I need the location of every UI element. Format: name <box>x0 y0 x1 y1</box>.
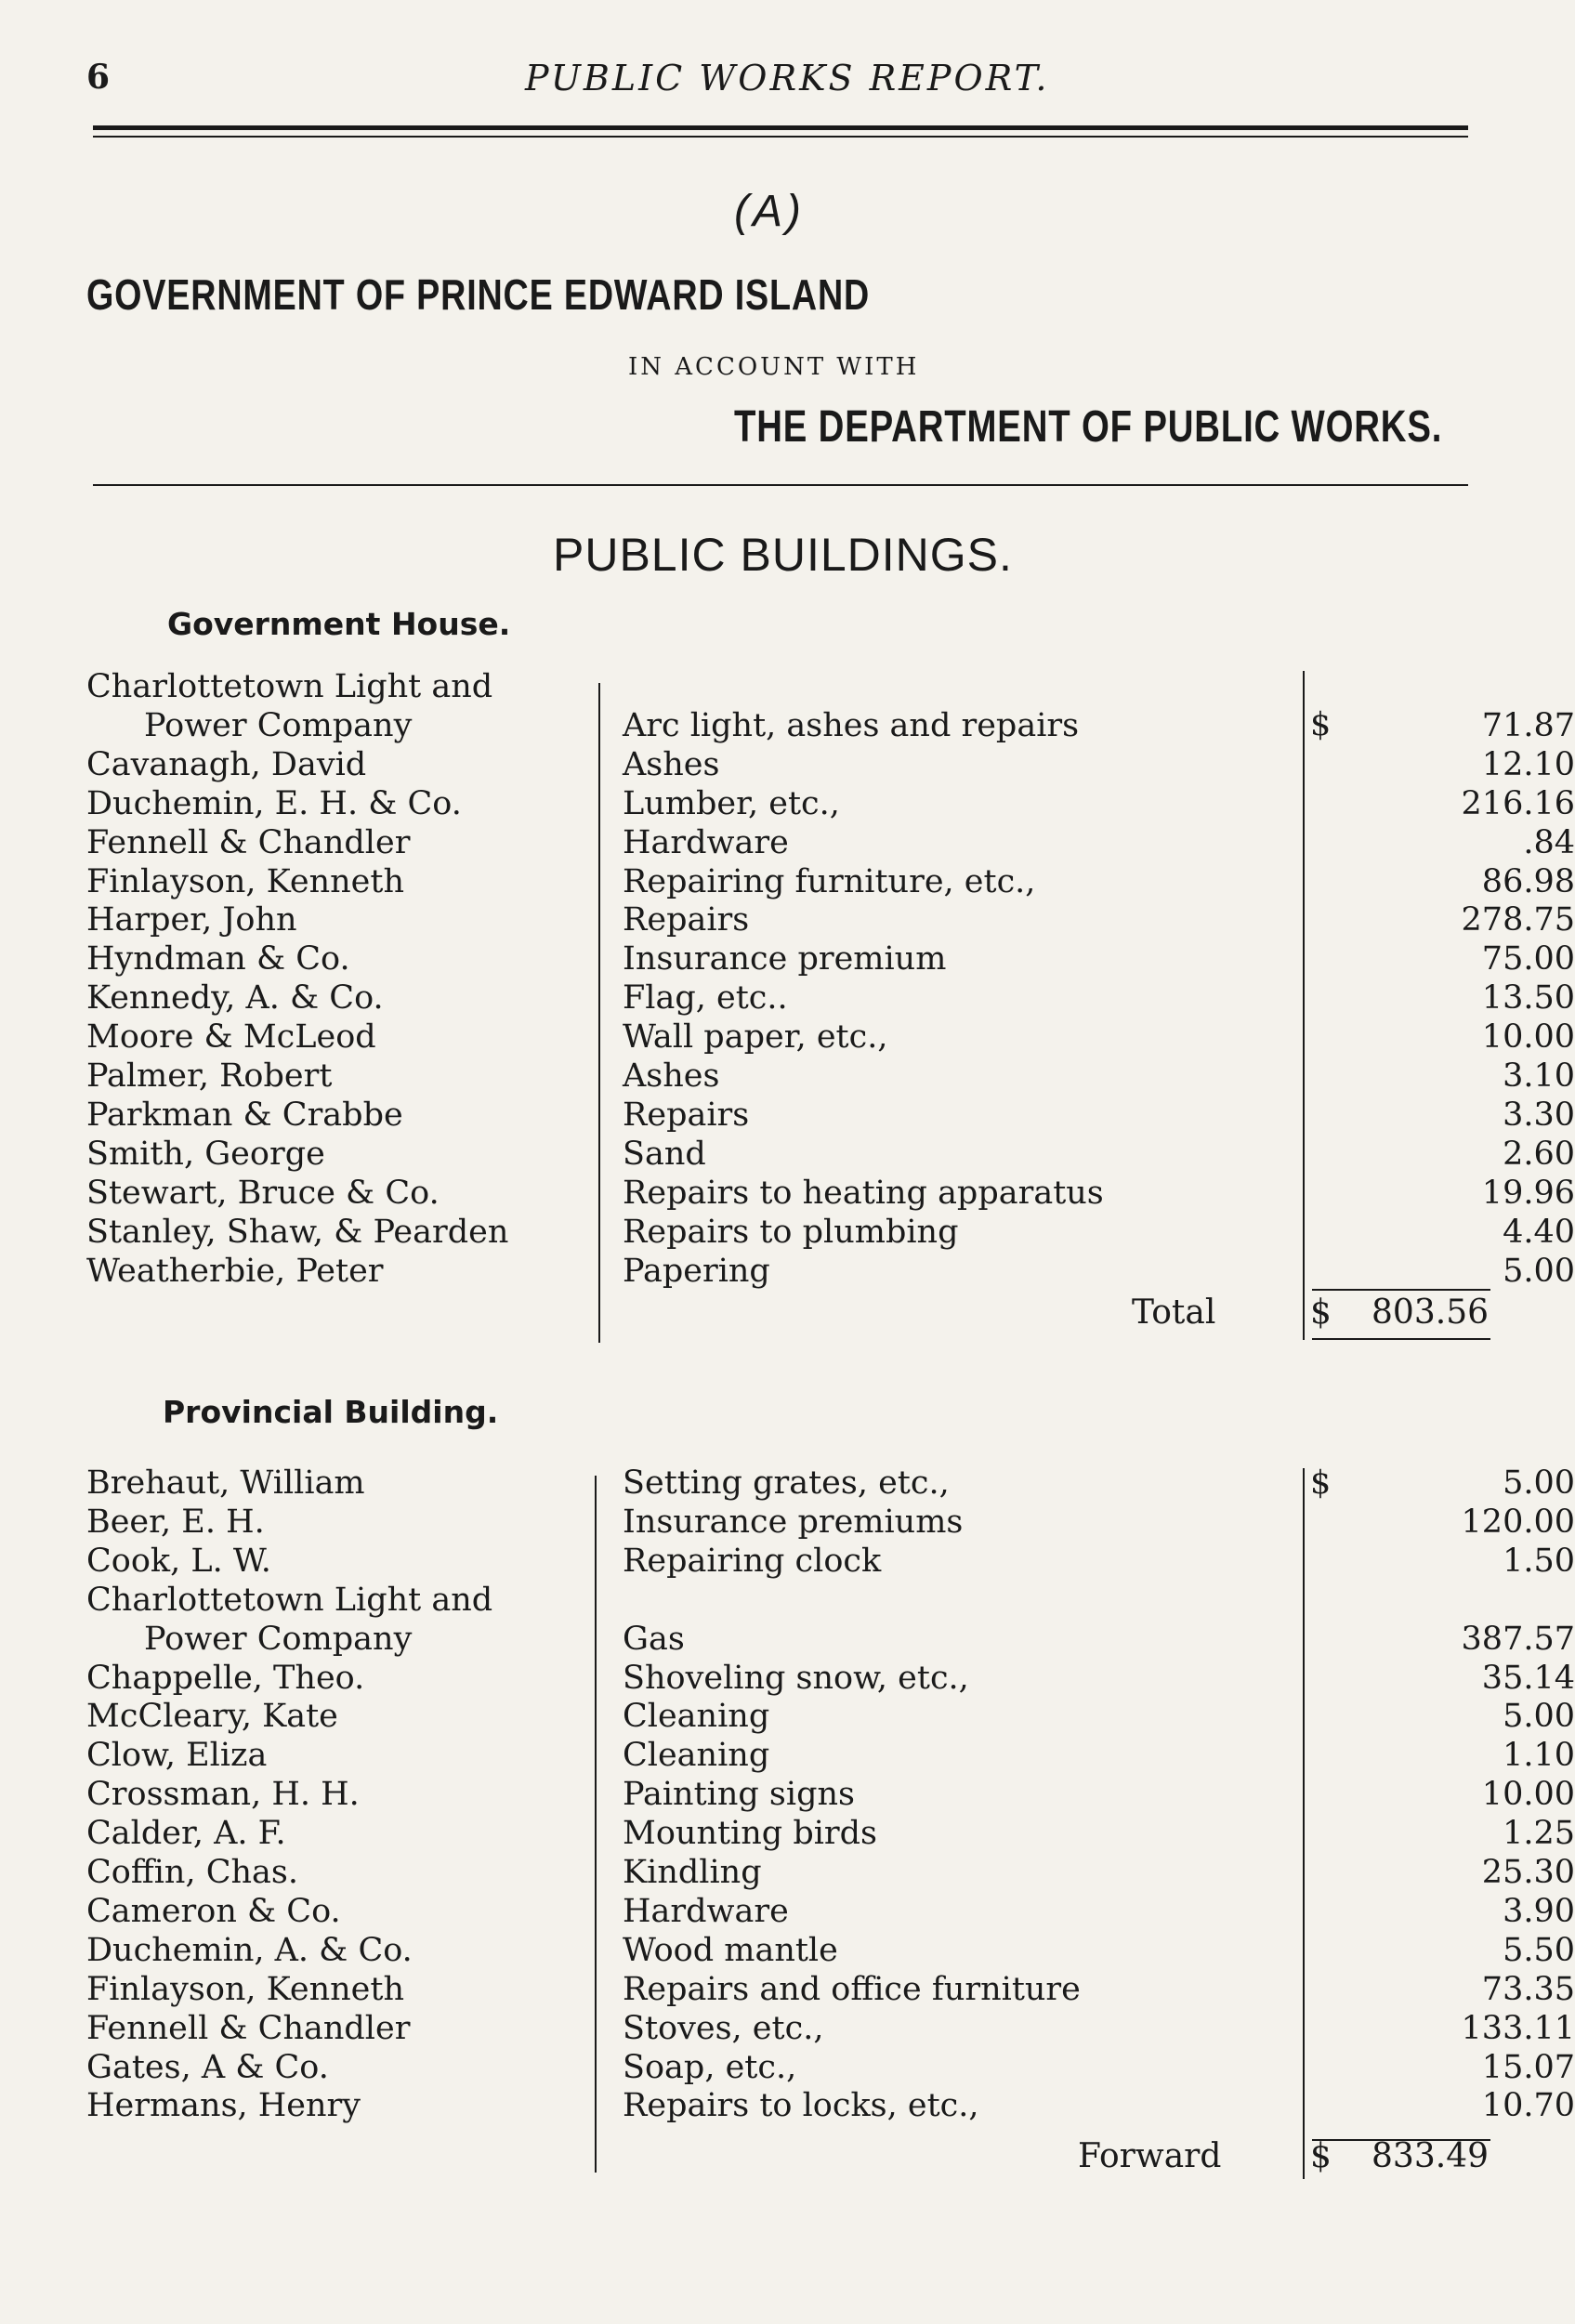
table-row <box>86 1213 1575 1252</box>
item-amount: 19.96 <box>1481 1174 1575 1212</box>
item-amount: 35.14 <box>1481 1659 1575 1697</box>
gh-total-dollar: $ <box>1310 1293 1332 1332</box>
header-rule-thick <box>93 125 1468 130</box>
item-amount: 2.60 <box>1503 1135 1575 1173</box>
payee-name: Harper, John <box>86 901 297 939</box>
payee-name: Fennell & Chandler <box>86 823 411 861</box>
item-description: Papering <box>623 1252 770 1290</box>
payee-name: Cook, L. W. <box>86 1542 271 1580</box>
table-row <box>86 1464 1575 1503</box>
table-row <box>86 1174 1575 1213</box>
item-amount: 10.70 <box>1481 2087 1575 2125</box>
table-row <box>86 706 1575 745</box>
section-letter: (A) <box>734 187 805 236</box>
item-amount: 278.75 <box>1461 901 1575 939</box>
payee-name: Duchemin, A. & Co. <box>86 1931 413 1969</box>
payee-name: McCleary, Kate <box>86 1698 338 1736</box>
item-description: Insurance premiums <box>623 1503 964 1541</box>
payee-name: Parkman & Crabbe <box>86 1096 403 1134</box>
item-amount: 133.11 <box>1461 2009 1575 2047</box>
item-description: Repairs and office furniture <box>623 1970 1081 2008</box>
table-row <box>86 1542 1575 1581</box>
item-description: Ashes <box>623 745 720 783</box>
pb-amount-divider <box>1303 1468 1305 2179</box>
table-row <box>86 900 1575 939</box>
table-row <box>86 1736 1575 1775</box>
item-description: Cleaning <box>623 1737 770 1775</box>
table-row <box>86 1018 1575 1057</box>
page-number: 6 <box>86 58 111 97</box>
payee-name: Finlayson, Kenneth <box>86 1970 405 2008</box>
header-rule-thin <box>93 136 1468 138</box>
item-description: Lumber, etc., <box>623 784 840 822</box>
table-row <box>86 1581 1575 1620</box>
payee-name: Weatherbie, Peter <box>86 1252 384 1290</box>
item-amount: 3.90 <box>1503 1892 1575 1930</box>
item-description: Sand <box>623 1135 706 1173</box>
item-description: Mounting birds <box>623 1815 878 1853</box>
public-buildings-title: PUBLIC BUILDINGS. <box>553 529 1013 581</box>
table-row <box>86 745 1575 784</box>
gh-total-underline <box>1312 1338 1490 1340</box>
table-row <box>86 1853 1575 1892</box>
table-row <box>86 1659 1575 1698</box>
government-house-heading: Government House. <box>167 606 511 642</box>
item-description: Cleaning <box>623 1698 770 1736</box>
gh-total-rule <box>1312 1289 1490 1291</box>
payee-name: Hermans, Henry <box>86 2087 361 2125</box>
item-description: Soap, etc., <box>623 2048 797 2086</box>
item-description: Wall paper, etc., <box>623 1018 888 1057</box>
item-amount: 15.07 <box>1481 2048 1575 2086</box>
payee-name: Cameron & Co. <box>86 1892 341 1930</box>
item-amount: 1.25 <box>1503 1815 1575 1853</box>
payee-name: Cavanagh, David <box>86 745 367 783</box>
table-row <box>86 1892 1575 1931</box>
item-description: Repairs to plumbing <box>623 1213 959 1251</box>
item-description: Insurance premium <box>623 940 947 978</box>
item-description: Gas <box>623 1620 685 1658</box>
item-description: Repairs <box>623 1096 750 1134</box>
payee-name: Kennedy, A. & Co. <box>86 979 384 1018</box>
payee-name: Hyndman & Co. <box>86 940 350 978</box>
in-account-with: IN ACCOUNT WITH <box>628 353 920 381</box>
payee-name: Smith, George <box>86 1135 325 1173</box>
item-description: Shoveling snow, etc., <box>623 1659 969 1697</box>
payee-name: Brehaut, William <box>86 1464 365 1502</box>
pb-column-divider <box>595 1476 597 2173</box>
table-row <box>86 1931 1575 1970</box>
payee-name: Stewart, Bruce & Co. <box>86 1174 440 1212</box>
payee-name: Moore & McLeod <box>86 1018 376 1057</box>
item-description: Painting signs <box>623 1776 855 1814</box>
item-amount: 3.30 <box>1503 1096 1575 1134</box>
item-amount: 10.00 <box>1481 1776 1575 1814</box>
payee-name: Charlottetown Light and <box>86 1581 493 1619</box>
item-description: Kindling <box>623 1854 762 1891</box>
table-row <box>86 1970 1575 2009</box>
table-row <box>86 1135 1575 1174</box>
table-row <box>86 1620 1575 1659</box>
item-description: Repairs <box>623 901 750 939</box>
payee-name: Chappelle, Theo. <box>86 1659 365 1697</box>
table-row <box>86 978 1575 1018</box>
item-amount: 216.16 <box>1461 784 1575 822</box>
table-row <box>86 784 1575 823</box>
item-amount: 75.00 <box>1481 940 1575 978</box>
table-row <box>86 1814 1575 1853</box>
pb-forward-amount: 833.49 <box>1372 2137 1489 2175</box>
table-row <box>86 1775 1575 1814</box>
payee-name: Fennell & Chandler <box>86 2009 411 2047</box>
item-amount: 1.10 <box>1503 1737 1575 1775</box>
table-row <box>86 667 1575 706</box>
item-description: Repairing clock <box>623 1542 882 1580</box>
payee-name: Gates, A & Co. <box>86 2048 329 2086</box>
item-description: Arc light, ashes and repairs <box>623 706 1080 744</box>
item-amount: 5.00 <box>1503 1252 1575 1290</box>
pb-dollar-sign: $ <box>1310 1464 1332 1502</box>
item-amount: 3.10 <box>1503 1057 1575 1095</box>
pb-forward-dollar: $ <box>1310 2137 1332 2175</box>
payee-name: Palmer, Robert <box>86 1057 333 1095</box>
provincial-building-heading: Provincial Building. <box>163 1394 499 1430</box>
payee-name: Power Company <box>144 1620 413 1658</box>
payee-name: Stanley, Shaw, & Pearden <box>86 1213 509 1251</box>
item-amount: 4.40 <box>1503 1213 1575 1251</box>
gh-dollar-sign: $ <box>1310 706 1332 743</box>
item-amount: 5.00 <box>1503 1464 1575 1502</box>
item-amount: 1.50 <box>1503 1542 1575 1580</box>
table-row <box>86 939 1575 978</box>
item-description: Setting grates, etc., <box>623 1464 950 1502</box>
payee-name: Duchemin, E. H. & Co. <box>86 784 462 822</box>
payee-name: Coffin, Chas. <box>86 1854 298 1891</box>
payee-name: Charlottetown Light and <box>86 668 493 705</box>
item-amount: 5.00 <box>1503 1698 1575 1736</box>
table-row <box>86 823 1575 862</box>
item-description: Repairs to locks, etc., <box>623 2087 979 2125</box>
item-amount: 86.98 <box>1481 862 1575 900</box>
item-amount: 71.87 <box>1481 706 1575 744</box>
item-description: Stoves, etc., <box>623 2009 824 2047</box>
government-title: GOVERNMENT OF PRINCE EDWARD ISLAND <box>86 270 871 319</box>
payee-name: Power Company <box>144 706 413 744</box>
item-description: Repairs to heating apparatus <box>623 1174 1104 1212</box>
table-row <box>86 2009 1575 2048</box>
gh-total-label: Total <box>1132 1293 1216 1332</box>
item-amount: 73.35 <box>1481 1970 1575 2008</box>
item-description: Hardware <box>623 1892 789 1930</box>
gh-total-amount: 803.56 <box>1372 1293 1489 1332</box>
item-description: Repairing furniture, etc., <box>623 862 1036 900</box>
table-row <box>86 1503 1575 1542</box>
item-amount: 10.00 <box>1481 1018 1575 1057</box>
table-row <box>86 1096 1575 1135</box>
payee-name: Calder, A. F. <box>86 1815 286 1853</box>
table-row <box>86 2048 1575 2087</box>
payee-name: Beer, E. H. <box>86 1503 265 1541</box>
table-row <box>86 1697 1575 1736</box>
table-row <box>86 1252 1575 1291</box>
gh-column-divider <box>598 683 600 1343</box>
payee-name: Crossman, H. H. <box>86 1776 360 1814</box>
item-description: Ashes <box>623 1057 720 1095</box>
payee-name: Finlayson, Kenneth <box>86 862 405 900</box>
payee-name: Clow, Eliza <box>86 1737 268 1775</box>
item-amount: .84 <box>1523 823 1575 861</box>
table-row <box>86 2086 1575 2125</box>
item-amount: 120.00 <box>1461 1503 1575 1541</box>
table-row <box>86 862 1575 901</box>
running-title: PUBLIC WORKS REPORT. <box>525 58 1050 98</box>
item-description: Hardware <box>623 823 789 861</box>
item-amount: 13.50 <box>1481 979 1575 1018</box>
table-row <box>86 1057 1575 1096</box>
department-title: THE DEPARTMENT OF PUBLIC WORKS. <box>734 402 1443 452</box>
item-amount: 387.57 <box>1461 1620 1575 1658</box>
pb-forward-label: Forward <box>1078 2137 1222 2175</box>
item-amount: 12.10 <box>1481 745 1575 783</box>
item-amount: 25.30 <box>1481 1854 1575 1891</box>
item-description: Flag, etc.. <box>623 979 788 1018</box>
item-description: Wood mantle <box>623 1931 838 1969</box>
item-amount: 5.50 <box>1503 1931 1575 1969</box>
section-rule <box>93 484 1468 486</box>
gh-amount-divider <box>1303 671 1305 1340</box>
